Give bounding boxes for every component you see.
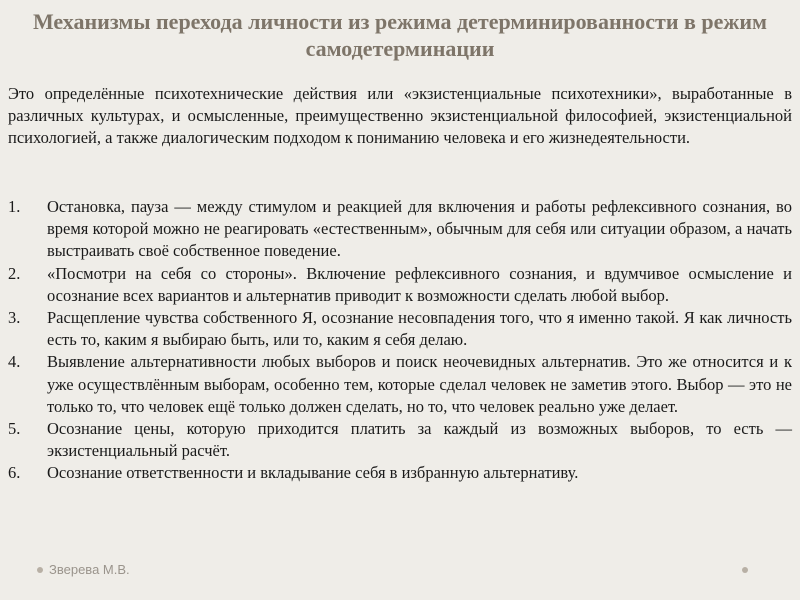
list-item-number: 6. [8,463,21,483]
list-item [8,307,792,351]
list-item-text: Остановка, пауза — между стимулом и реакцией для включения и работы рефлексивного сознания, во время которой можно не реагировать «естественным», обычным для себя или ситуации образом, а начать выстраивать своё собственное поведение. [47,197,792,261]
list-item-number: 3. [8,308,21,328]
footer-corner-dot [742,567,748,573]
list-item [8,418,792,462]
list-item-number: 4. [8,352,21,372]
list-item [8,263,792,307]
list-item-text: «Посмотри на себя со стороны». Включение рефлексивного сознания, и вдумчивое осмысление и осознание всех вариантов и альтернатив приводит к возможности сделать любой выбор. [47,263,792,305]
slide-title: Механизмы перехода личности из режима детерминированности в режим самодетерминации [32,9,768,61]
list-item-number: 1. [8,197,21,216]
list-item-text: Осознание цены, которую приходится платить за каждый из возможных выборов, то есть — экзистенциальный расчёт. [47,419,792,461]
intro-paragraph: Это определённые психотехнические действия или «экзистенциальные психотехники», выработанные в различных культурах, и осмысленные, преимущественно экзистенциальной философией, экзистенциальной психологией, а также диалогическим подходом к пониманию человека и его жизнедеятельности. [8,84,792,148]
list-item-text: Расщепление чувства собственного Я, осознание несовпадения того, что я именно такой. Я как личность есть то, каким я выбираю быть, или то, каким я себя делаю. [47,308,792,350]
list-item-number: 5. [8,419,21,439]
list-item-text: Выявление альтернативности любых выборов и поиск неочевидных альтернатив. Это же относится и к уже осуществлённым выборам, особенно тем, которые сделал человек не заметив этого. Выбор — это не только то, что человек ещё только должен сделать, но то, что человек реально уже делает. [47,352,792,416]
list-item [8,462,792,484]
author-name: Зверева М.В. [49,562,130,577]
list-item [8,196,792,263]
mechanisms-list [8,196,792,485]
list-item-text: Осознание ответственности и вкладывание себя в избранную альтернативу. [47,463,579,483]
list-item-number: 2. [8,263,21,283]
footer-bullet-dot [37,567,43,573]
list-item [8,351,792,418]
